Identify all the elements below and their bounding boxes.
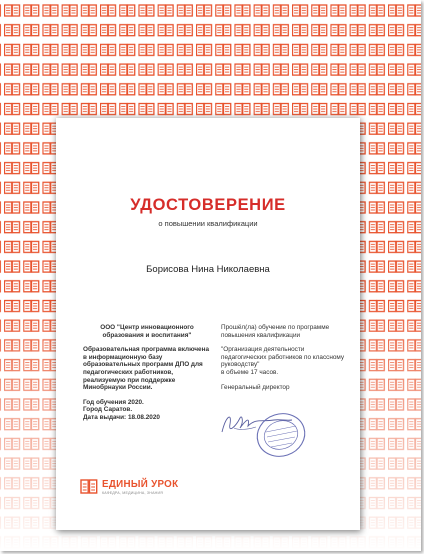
issue-details (83, 399, 211, 422)
completed-line: Прошёл(ла) обучение по программе повышения квалификации (221, 324, 330, 339)
open-book-icon (80, 478, 98, 496)
logo-tagline: КАФЕДРА, МЕДИЦИНА, ЗНАНИЯ (102, 491, 164, 495)
organization-name: ООО "Центр инновационного образования и воспитания" (100, 324, 194, 339)
brand-logo (80, 478, 200, 500)
course-title: "Организация деятельности педагогических работников по классному руководству" (221, 346, 345, 369)
recipient-name: Борисова Нина Николаевна (146, 264, 270, 275)
hours-line: в объеме 17 часов. (221, 368, 279, 376)
issuer-column (83, 324, 211, 422)
seal-stamp-image (254, 410, 308, 460)
certificate-card (56, 118, 360, 530)
city-line: Город Саратов. (83, 406, 133, 414)
program-description: Образовательная программа включена в информационную базу образовательных программ ДПО для педагогических работников, реализуемую при поддержке Минобрнауки России. (83, 346, 210, 392)
issue-date-line: Дата выдачи: 18.08.2020 (83, 413, 160, 421)
course-column (221, 324, 346, 398)
logo-name: ЕДИНЫЙ УРОК (102, 479, 179, 490)
year-line: Год обучения 2020. (83, 398, 144, 406)
director-line: Генеральный директор (221, 383, 290, 391)
certificate-subtitle: о повышении квалификации (158, 219, 258, 228)
certificate-title: УДОСТОВЕРЕНИЕ (130, 196, 286, 214)
